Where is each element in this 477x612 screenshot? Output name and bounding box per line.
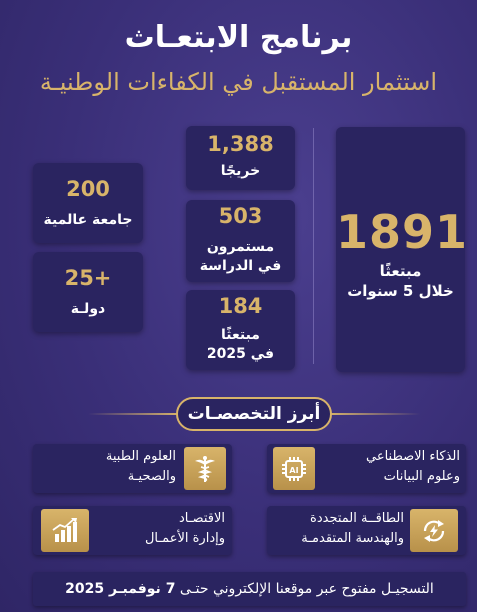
specialization-energy-tile [410,509,458,552]
specialization-economics-tile [41,509,89,552]
countries-card [33,252,143,332]
specialization-economics-line1: الاقتصـاد [179,511,225,526]
studying-value: 503 [218,204,263,228]
new-2025-card [186,290,295,370]
specialization-ai-tile [273,447,315,490]
countries-value: 25+ [64,266,112,290]
renewable-energy-icon [419,516,449,546]
page-subtitle: استثمار المستقبل في الكفاءات الوطنيـة [39,68,438,96]
specialization-medical-text [40,447,176,487]
graduates-value: 1,388 [207,132,274,156]
specialization-medical-line1: العلوم الطبية [105,449,176,464]
specialization-energy-line1: الطاقــة المتجددة [310,511,404,526]
studying-label: مستمرون [206,239,275,255]
new-2025-label: مبتعثًا [221,327,260,343]
total-scholars-value: 1891 [336,205,469,259]
studying-sublabel: في الدراسة [199,257,282,274]
specialization-ai-text [320,447,460,487]
graduates-card [186,126,295,190]
specialization-energy-line2: والهندسة المتقدمـة [301,531,404,547]
specializations-heading: أبرز التخصصـات [176,397,332,431]
specialization-medical-tile [184,447,226,490]
page-title: برنامج الابتعـاث [124,20,353,55]
heading-line-left [88,413,180,415]
new-2025-sublabel: في 2025 [206,345,275,362]
specialization-economics-line2: وإدارة الأعمـال [144,531,225,547]
universities-value: 200 [66,177,110,201]
ai-chip-icon [280,455,308,483]
total-scholars-period: خلال 5 سنوات [347,282,454,301]
universities-card [33,163,143,243]
graduates-label: خريجًا [220,163,261,179]
growth-chart-icon [50,517,80,545]
specialization-energy-text [272,509,404,549]
universities-label: جامعة عالمية [43,212,133,228]
registration-deadline: 7 نوفمبـر 2025 [65,581,176,597]
divider-line [313,128,314,364]
specialization-ai-line1: الذكاء الاصطناعي [366,449,460,464]
studying-card [186,200,295,282]
caduceus-icon [191,454,219,484]
specialization-economics-text [95,509,225,549]
registration-banner [33,572,466,606]
total-scholars-card [336,127,469,372]
ai-chip-text: AI [289,465,299,475]
heading-line-right [328,413,420,415]
countries-label: دولـة [70,301,106,317]
new-2025-value: 184 [218,294,263,318]
specialization-ai-line2: وعلوم البيانات [383,469,460,485]
registration-text: التسجيـل مفتوح عبر موقعنا الإلكتروني حتـى [179,581,434,597]
specialization-medical-line2: والصحيـة [127,469,176,485]
total-scholars-label: مبتعثًا [379,262,422,280]
